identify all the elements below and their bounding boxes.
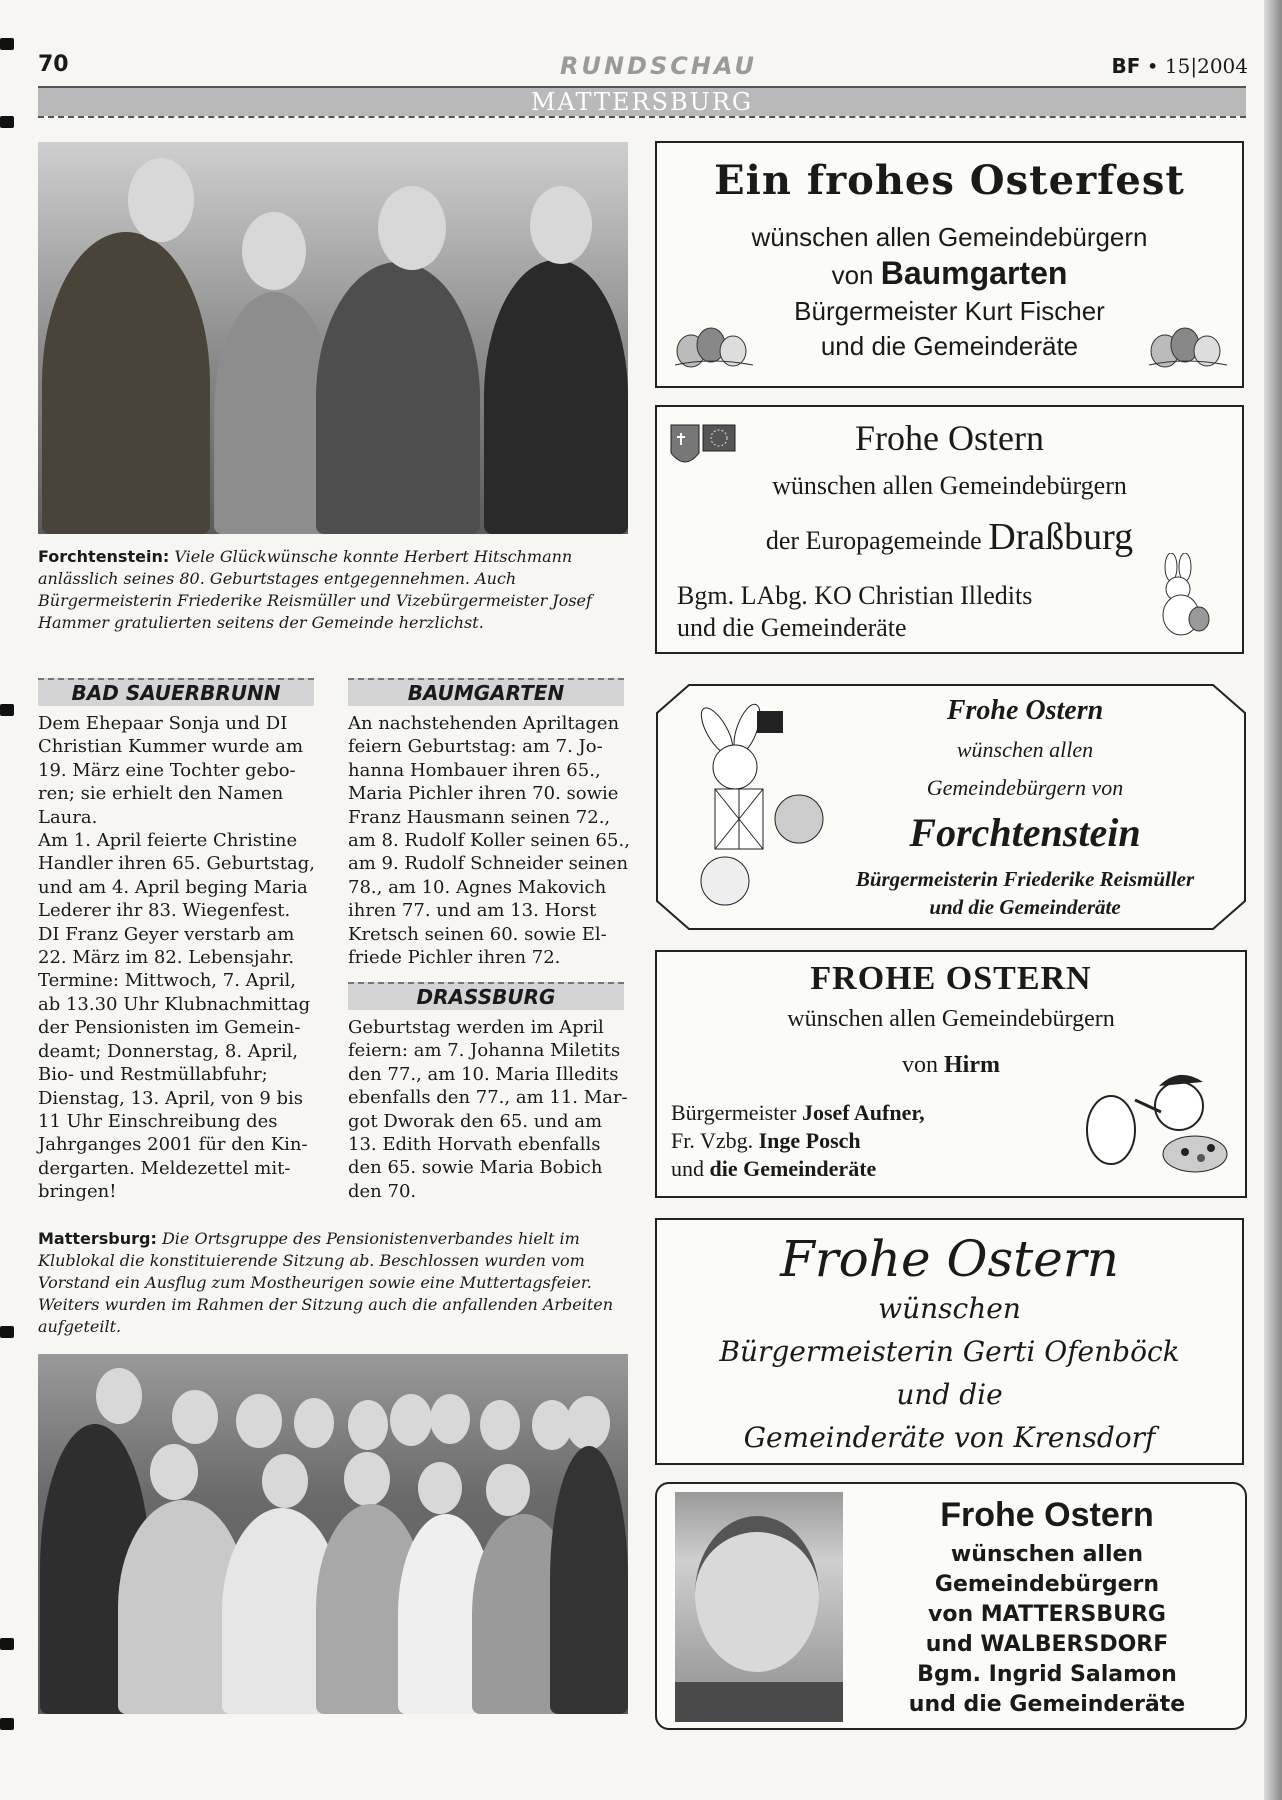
ad-line-prefix: von [902,1052,944,1078]
ad-line: Bgm. LAbg. KO Christian Illedits [677,581,1033,610]
ad-municipality: Draßburg [988,516,1134,558]
ad-line-prefix: der Europagemeinde [765,526,989,555]
margin-mark [0,704,14,716]
photo-caption-mattersburg [38,1228,628,1338]
ad-hirm [655,950,1247,1198]
article-line: 11 Uhr Einschreibung des [38,1110,278,1132]
ad-title: Frohe Ostern [946,695,1104,726]
ad-municipality: Forchtenstein [909,810,1141,855]
article-line: Bio- und Restmüllabfuhr; [38,1064,268,1086]
article-line: hanna Hombauer ihren 65., [348,759,601,781]
person-face [236,1394,282,1448]
ad-line [657,255,1242,292]
heading-drassburg: DRASSBURG [348,982,624,1010]
ad-line: Bürgermeisterin Gerti Ofenböck [719,1335,1180,1368]
ad-krensdorf [655,1218,1244,1465]
article-line: am 9. Rudolf Schneider seinen [348,853,629,875]
article-line: Franz Hausmann seinen 72., [348,806,611,828]
margin-mark [0,1718,14,1730]
article-line: der Pensionisten im Gemein- [38,1017,301,1039]
article-line: Kretsch seinen 60. sowie El- [348,923,607,945]
page-number: 70 [38,52,69,77]
mayor-portrait [675,1492,843,1722]
article-line: bringen! [38,1181,117,1203]
ad-mattersburg [655,1482,1247,1730]
article-line: Laura. [38,806,98,828]
margin-mark [0,1638,14,1650]
ad-person: die Gemeinderäte [709,1156,877,1181]
article-line: ren; sie erhielt den Namen [38,783,284,805]
ad-line: und die Gemeinderäte [677,613,907,642]
ad-line: und die [896,1378,1003,1411]
ad-line [671,1100,925,1126]
easter-eggs-icon [671,319,757,369]
ad-line: Bgm. Ingrid Salamon [917,1662,1177,1687]
article-line: ab 13.30 Uhr Klubnachmittag [38,993,311,1015]
ad-line: wünschen allen Gemeindebürgern [772,471,1127,500]
article-line: dergarten. Meldezettel mit- [38,1157,291,1179]
issue-info [1111,54,1248,78]
article-line: den 65. sowie Maria Bobich [348,1157,603,1179]
article-baumgarten [348,712,633,969]
article-line: Geburtstag werden im April [348,1017,604,1038]
person-face [262,1454,308,1508]
easter-eggs-icon [1145,319,1231,369]
person-face [430,1394,470,1444]
ad-title: Frohe Ostern [855,418,1044,458]
photo-caption-forchtenstein [38,546,628,634]
ad-person: Inge Posch [758,1128,861,1153]
article-line: deamt; Donnerstag, 8. April, [38,1040,299,1062]
ad-drassburg [655,405,1244,654]
easter-bunny-icon [1145,553,1215,643]
caption-place: Mattersburg: [38,1229,157,1248]
portrait-face [695,1516,819,1672]
article-line: den 77., am 10. Maria Illedits [348,1063,619,1085]
ad-line: wünschen allen Gemeindebürgern [787,1006,1115,1032]
person-face [344,1452,390,1506]
person-face [128,158,194,242]
article-line: Lederer ihr 83. Wiegenfest. [38,900,291,922]
ad-line: wünschen [878,1292,1021,1325]
caption-text: Viele Glückwünsche konnte Herbert Hitschmann anlässlich seines 80. Geburtstages entgegennehmen. Auch Bürgermeisterin Friederike Reismüller und Vizebürgermeister Josef Hammer gratulierten seitens der Gemeinde herzlichst. [38,547,592,632]
section-bar [38,86,1246,116]
article-line: friede Pichler ihren 72. [348,947,561,969]
article-line: 78., am 10. Agnes Makovich [348,876,607,898]
margin-mark [0,38,14,50]
ad-line: und die Gemeinderäte [929,895,1121,919]
ad-line-prefix: Fr. Vzbg. [671,1128,759,1153]
ad-line: wünschen allen [950,1542,1144,1567]
article-line: den 70. [348,1180,417,1202]
issue-number: 15|2004 [1164,54,1248,78]
publication-name: RUNDSCHAU [560,52,757,80]
person-face [172,1390,218,1444]
article-line: Dem Ehepaar Sonja und DI [38,713,288,734]
ad-line [671,1156,876,1182]
article-line: Handler ihren 65. Geburtstag, [38,853,315,875]
ad-line: wünschen allen Gemeindebürgern [751,222,1148,252]
section-title: MATTERSBURG [530,88,754,116]
person-figure [484,260,628,534]
photo-forchtenstein [38,142,628,534]
ad-line: und WALBERSDORF [925,1632,1169,1657]
photo-mattersburg-group [38,1354,628,1714]
article-line: Termine: Mittwoch, 7. April, [38,970,296,992]
article-line: DI Franz Geyer verstarb am [38,923,295,945]
ad-forchtenstein [655,683,1247,931]
painting-chick-icon [1075,1060,1235,1184]
ad-line: von MATTERSBURG [928,1602,1166,1627]
article-line: feiern Geburtstag: am 7. Jo- [348,736,603,758]
person-face [480,1400,520,1450]
article-bad-sauerbrunn [38,712,318,1204]
article-line: und am 4. April beging Maria [38,876,308,898]
person-face [378,186,446,270]
heading-bad-sauerbrunn: BAD SAUERBRUNN [38,678,314,706]
ad-line: Bürgermeister Kurt Fischer [794,296,1105,326]
ad-line: wünschen allen [956,737,1094,762]
issue-prefix: BF [1111,54,1141,78]
page-edge [1264,0,1282,1800]
ad-baumgarten [655,141,1244,388]
person-face [566,1396,610,1450]
article-line: Dienstag, 13. April, von 9 bis [38,1087,304,1109]
article-line: Maria Pichler ihren 70. sowie [348,783,619,805]
header-divider [38,116,1246,118]
article-line: Jahrganges 2001 für den Kin- [38,1134,308,1156]
article-line: Am 1. April feierte Christine [38,830,298,852]
person-face [150,1444,198,1500]
person-face [242,212,306,290]
ad-title: FROHE OSTERN [810,960,1092,997]
person-face [294,1398,334,1448]
ad-person: Josef Aufner, [801,1100,925,1125]
article-line: got Dworak den 65. und am [348,1110,603,1132]
article-drassburg [348,1016,633,1203]
article-line: ebenfalls den 77., am 11. Mar- [348,1087,628,1109]
ad-line: Gemeindebürgern von [926,775,1124,800]
heading-baumgarten: BAUMGARTEN [348,678,624,706]
person-face [530,186,592,264]
ad-line-prefix: und [671,1156,710,1181]
person-face [348,1400,388,1450]
article-line: 13. Edith Horvath ebenfalls [348,1134,601,1156]
person-face [96,1368,142,1424]
person-figure [42,232,210,534]
ad-title: Ein frohes Osterfest [714,157,1185,204]
margin-mark [0,1326,14,1338]
person-face [418,1462,462,1514]
person-face [486,1464,530,1516]
person-figure [550,1446,628,1714]
ad-title: Frohe Ostern [780,1230,1119,1288]
article-line: Christian Kummer wurde am [38,736,304,758]
ad-line [671,1128,861,1154]
person-face [390,1394,432,1446]
ad-line: Bürgermeisterin Friederike Reismüller [855,867,1195,891]
article-line: feiern: am 7. Johanna Miletits [348,1040,621,1062]
article-line: An nachstehenden Apriltagen [348,713,620,734]
ad-line: Gemeindebürgern [934,1572,1160,1597]
article-line: ihren 77. und am 13. Horst [348,900,597,922]
ad-municipality: Baumgarten [880,255,1068,291]
ad-title: Frohe Ostern [940,1496,1154,1534]
ad-line: Gemeinderäte von Krensdorf [743,1421,1156,1454]
issue-separator: • [1146,54,1159,78]
ad-municipality: Hirm [944,1052,1000,1078]
margin-mark [0,116,14,128]
ad-line: und die Gemeinderäte [908,1692,1186,1717]
article-line: 19. März eine Tochter gebo- [38,759,296,781]
caption-place: Forchtenstein: [38,547,170,566]
ad-line: und die Gemeinderäte [820,331,1079,361]
ad-line-prefix: von [831,260,881,290]
caption-text: Die Ortsgruppe des Pensionistenverbandes hielt im Klublokal die konstituierende Sitzung ab. Beschlossen wurden vom Vorstand ein Ausflug zum Mostheurigen sowie eine Muttertagsfeier. Weiters wurden im Rahmen der Sitzung auch die anfallenden Arbeiten aufgeteilt. [38,1229,614,1336]
article-line: am 8. Rudolf Koller seinen 65., [348,830,630,852]
portrait-shoulders [675,1682,843,1722]
article-line: 22. März im 82. Lebensjahr. [38,947,295,969]
person-figure [316,262,480,534]
ad-line-prefix: Bürgermeister [671,1100,802,1125]
